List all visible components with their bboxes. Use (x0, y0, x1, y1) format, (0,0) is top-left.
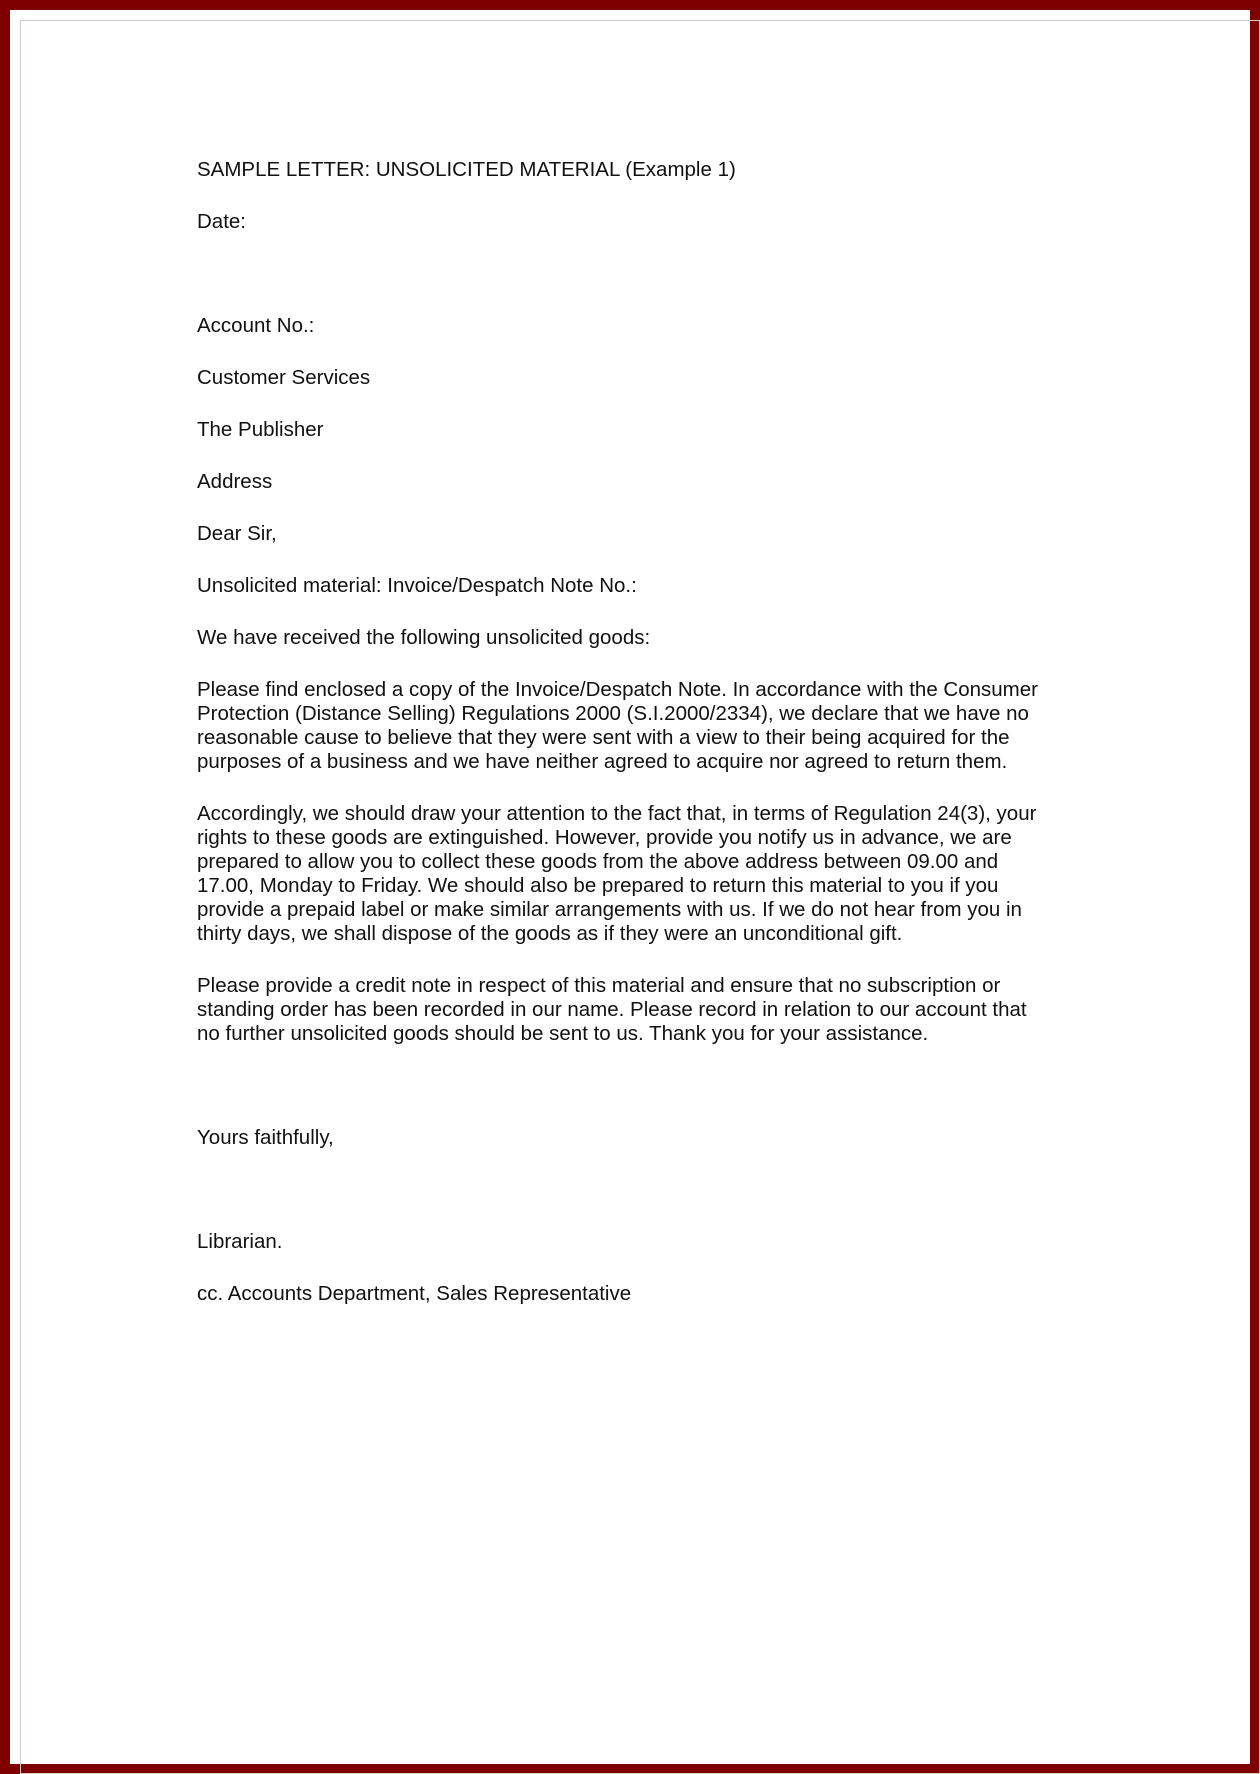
recipient-line-3: Address (197, 470, 273, 493)
date-label: Date: (197, 210, 246, 233)
paragraph-3: Please provide a credit note in respect of this material and ensure that no subscription or standing order has been recorded in our name. Please record in relation to our account that no further unsolicited goods should be sent to us. Thank you for your assistance. (197, 974, 1027, 1045)
closing: Yours faithfully, (197, 1126, 334, 1149)
recipient-line-1: Customer Services (197, 366, 371, 389)
paragraph-2: Accordingly, we should draw your attention to the fact that, in terms of Regulation 24(3), your rights to these goods are extinguished. However, provide you notify us in advance, we are prepared to allow you to collect these goods from the above address between 09.00 and 17.00, Monday to Friday. We should also be prepared to return this material to you if you provide a prepaid label or make similar arrangements with us. If we do not hear from you in thirty days, we shall dispose of the goods as if they were an unconditional gift. (197, 802, 1037, 945)
cc-line: cc. Accounts Department, Sales Representative (197, 1282, 632, 1305)
intro-line: We have received the following unsolicited goods: (197, 626, 651, 649)
signatory: Librarian. (197, 1230, 283, 1253)
letter-body (197, 158, 1077, 1306)
recipient-line-2: The Publisher (197, 418, 324, 441)
account-number-label: Account No.: (197, 314, 315, 337)
salutation: Dear Sir, (197, 522, 277, 545)
subject-line: Unsolicited material: Invoice/Despatch Note No.: (197, 574, 637, 597)
letter-title: SAMPLE LETTER: UNSOLICITED MATERIAL (Example 1) (197, 158, 736, 181)
paragraph-1: Please find enclosed a copy of the Invoice/Despatch Note. In accordance with the Consumer Protection (Distance Selling) Regulations 2000 (S.I.2000/2334), we declare that we have no reasonable cause to believe that they were sent with a view to their being acquired for the purposes of a business and we have neither agreed to acquire nor agreed to return them. (197, 678, 1038, 773)
